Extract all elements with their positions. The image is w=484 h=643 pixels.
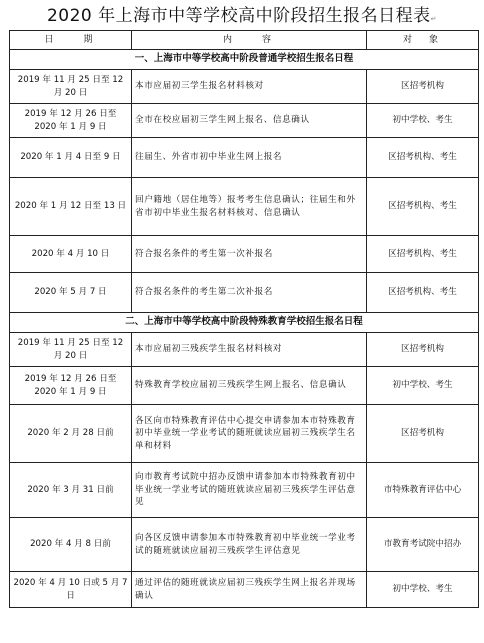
section-heading-row [10, 313, 479, 333]
row-content: 通过评估的随班就读应届初三残疾学生网上报名并现场确认 [132, 572, 367, 608]
table-row [10, 367, 479, 405]
row-content: 特殊教育学校应届初三残疾学生网上报名、信息确认 [132, 367, 367, 405]
row-target: 初中学校、考生 [367, 104, 479, 138]
section-heading-row [10, 50, 479, 70]
table-row [10, 236, 479, 273]
return-mark: ↵ [430, 15, 438, 23]
page-title: 2020 年上海市中等学校高中阶段招生报名日程表↵ [46, 6, 438, 26]
row-content: 各区向市特殊教育评估中心提交申请参加本市特殊教育初中毕业统一学业考试的随班就读应届初三残疾学生名单和材料 [132, 405, 367, 463]
row-content: 向各区反馈申请参加本市特殊教育初中毕业统一学业考试的随班就读应届初三残疾学生评估意见 [132, 518, 367, 572]
row-date: 2019 年 12 月 26 日至 2020 年 1 月 9 日 [10, 104, 132, 138]
row-date: 2020 年 1 月 12 日至 13 日 [10, 178, 132, 236]
row-date: 2020 年 4 月 10 日 [10, 236, 132, 273]
row-target: 区招考机构、考生 [367, 138, 479, 178]
section-heading: 一、上海市中等学校高中阶段普通学校招生报名日程 [10, 50, 479, 70]
row-target: 区招考机构、考生 [367, 273, 479, 313]
row-content: 全市在校应届初三学生网上报名、信息确认 [132, 104, 367, 138]
row-target: 区招考机构 [367, 405, 479, 463]
table-row [10, 104, 479, 138]
table-row [10, 405, 479, 463]
row-date: 2019 年 12 月 26 日至 2020 年 1 月 9 日 [10, 367, 132, 405]
row-target: 市教育考试院中招办 [367, 518, 479, 572]
section-heading: 二、上海市中等学校高中阶段特殊教育学校招生报名日程 [10, 313, 479, 333]
row-content: 符合报名条件的考生第一次补报名 [132, 236, 367, 273]
table-header-row [10, 31, 479, 50]
row-date: 2020 年 3 月 31 日前 [10, 463, 132, 518]
table-row [10, 518, 479, 572]
row-target: 区招考机构 [367, 70, 479, 104]
row-date: 2020 年 2 月 28 日前 [10, 405, 132, 463]
row-target: 区招考机构、考生 [367, 236, 479, 273]
row-content: 符合报名条件的考生第二次补报名 [132, 273, 367, 313]
row-content: 往届生、外省市初中毕业生网上报名 [132, 138, 367, 178]
row-target: 区招考机构、考生 [367, 178, 479, 236]
row-date: 2019 年 11 月 25 日至 12 月 20 日 [10, 333, 132, 367]
row-content: 回户籍地（居住地等）报考考生信息确认；往届生和外省市初中毕业生报名材料核对、信息确认 [132, 178, 367, 236]
row-content: 本市应届初三残疾学生报名材料核对 [132, 333, 367, 367]
row-date: 2020 年 5 月 7 日 [10, 273, 132, 313]
row-date: 2019 年 11 月 25 日至 12 月 20 日 [10, 70, 132, 104]
table-row [10, 333, 479, 367]
row-date: 2020 年 4 月 8 日前 [10, 518, 132, 572]
row-content: 向市教育考试院中招办反馈申请参加本市特殊教育初中毕业统一学业考试的随班就读应届初三残疾学生评估意见 [132, 463, 367, 518]
row-target: 市特殊教育评估中心 [367, 463, 479, 518]
header-content: 内 容 [132, 31, 367, 50]
row-content: 本市应届初三学生报名材料核对 [132, 70, 367, 104]
table-row [10, 572, 479, 608]
table-row [10, 273, 479, 313]
header-target: 对 象 [367, 31, 479, 50]
table-row [10, 463, 479, 518]
row-date: 2020 年 4 月 10 日或 5 月 7 日 [10, 572, 132, 608]
row-target: 区招考机构 [367, 333, 479, 367]
row-target: 初中学校、考生 [367, 367, 479, 405]
row-target: 初中学校、考生 [367, 572, 479, 608]
header-date: 日 期 [10, 31, 132, 50]
table-row [10, 178, 479, 236]
row-date: 2020 年 1 月 4 日至 9 日 [10, 138, 132, 178]
schedule-table [9, 30, 479, 608]
table-row [10, 70, 479, 104]
table-row [10, 138, 479, 178]
